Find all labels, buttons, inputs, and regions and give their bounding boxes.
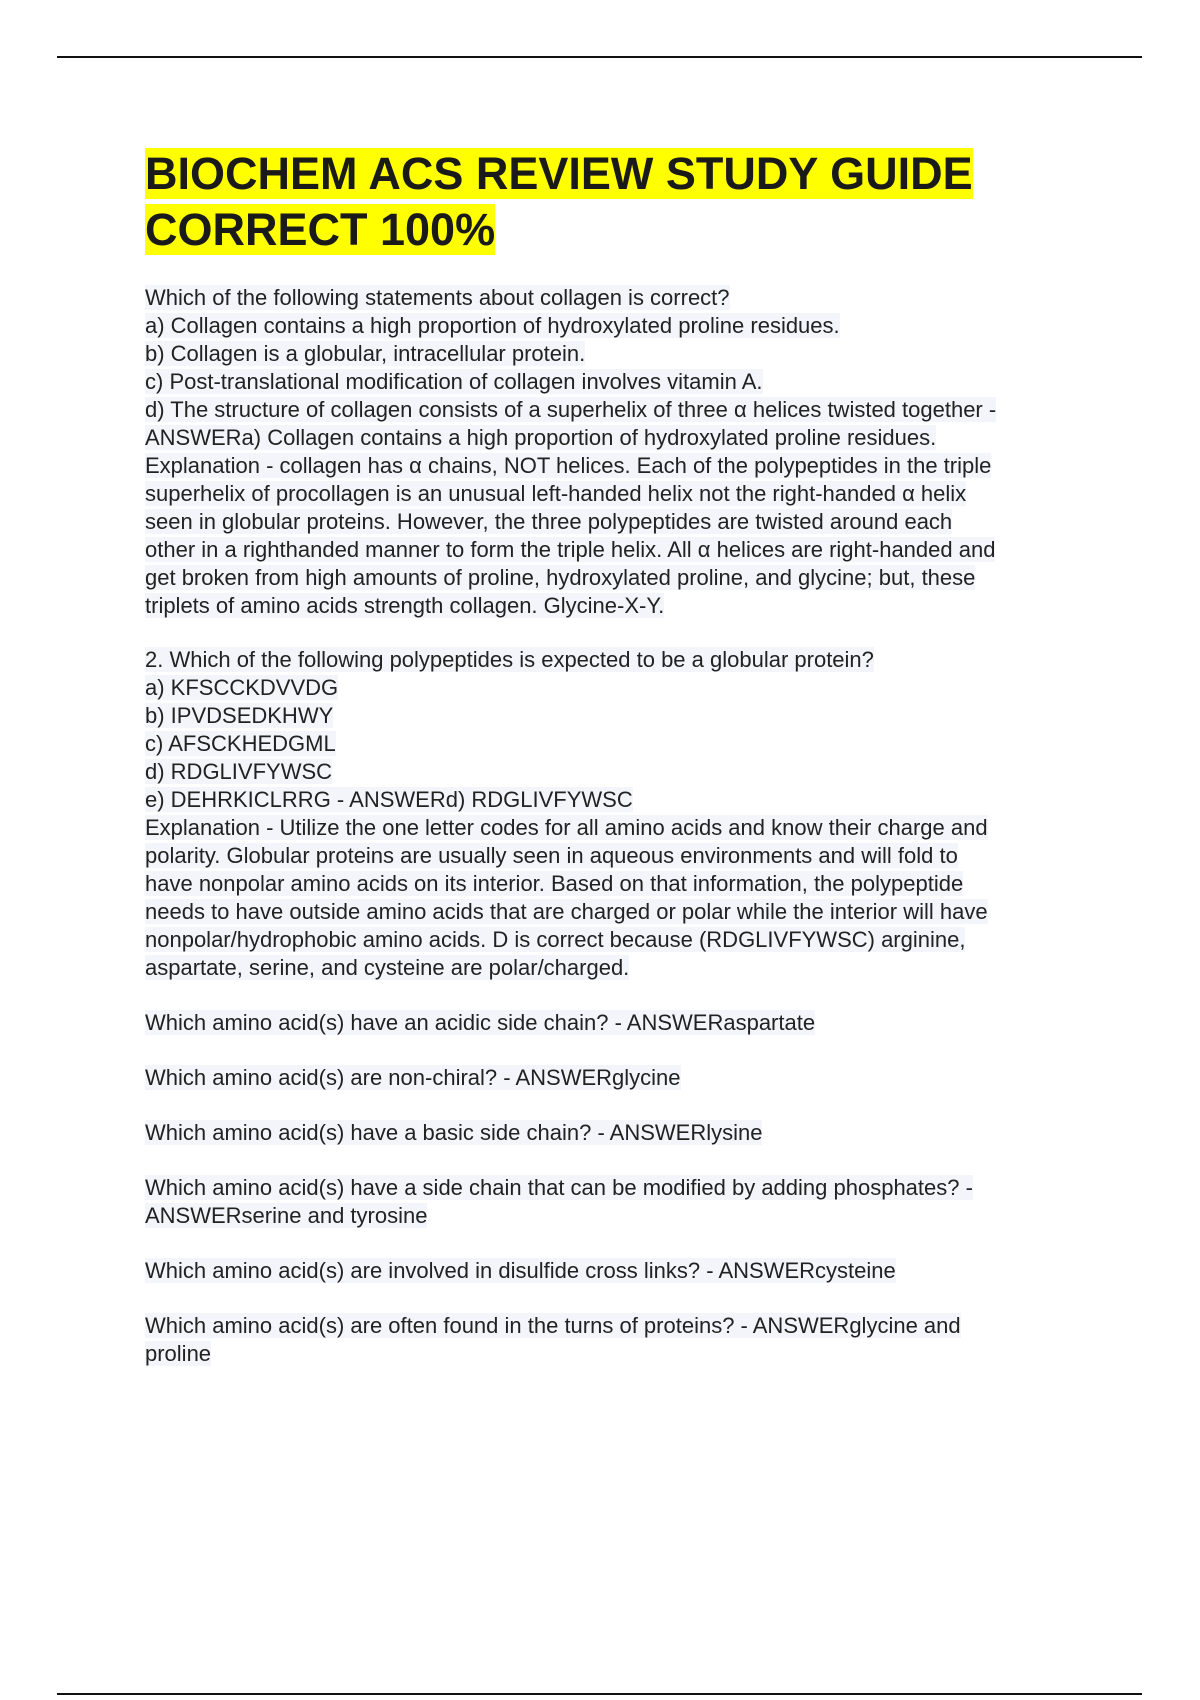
qa-line: proline — [145, 1341, 212, 1366]
question-non-chiral — [145, 1064, 1085, 1092]
qa-line: Which amino acid(s) are involved in disulfide cross links? - ANSWERcysteine — [145, 1258, 896, 1283]
title-line-1: BIOCHEM ACS REVIEW STUDY GUIDE — [145, 148, 973, 199]
q1-line: Which of the following statements about collagen is correct? — [145, 285, 730, 310]
q2-line: a) KFSCCKDVVDG — [145, 675, 339, 700]
question-phosphorylation — [145, 1174, 1085, 1230]
q2-line: e) DEHRKICLRRG - ANSWERd) RDGLIVFYWSC — [145, 787, 633, 812]
q1-line: other in a righthanded manner to form the triple helix. All α helices are right-handed and — [145, 537, 996, 562]
q2-line: 2. Which of the following polypeptides is expected to be a globular protein? — [145, 647, 874, 672]
qa-line: ANSWERserine and tyrosine — [145, 1203, 428, 1228]
q2-line: aspartate, serine, and cysteine are polar/charged. — [145, 955, 630, 980]
q1-line: a) Collagen contains a high proportion of hydroxylated proline residues. — [145, 313, 840, 338]
qa-line: Which amino acid(s) are often found in the turns of proteins? - ANSWERglycine and — [145, 1313, 961, 1338]
q2-line: nonpolar/hydrophobic amino acids. D is correct because (RDGLIVFYWSC) arginine, — [145, 927, 966, 952]
q2-line: d) RDGLIVFYWSC — [145, 759, 333, 784]
qa-line: Which amino acid(s) have a basic side chain? - ANSWERlysine — [145, 1120, 763, 1145]
q2-line: polarity. Globular proteins are usually seen in aqueous environments and will fold to — [145, 843, 958, 868]
q1-line: d) The structure of collagen consists of a superhelix of three α helices twisted together - — [145, 397, 997, 422]
question-protein-turns — [145, 1312, 1085, 1368]
q1-line: superhelix of procollagen is an unusual left-handed helix not the right-handed α helix — [145, 481, 967, 506]
question-basic-side-chain — [145, 1119, 1085, 1147]
q2-line: c) AFSCKHEDGML — [145, 731, 336, 756]
document-title — [145, 146, 1085, 258]
footer-rule — [57, 1693, 1142, 1695]
q1-line: triplets of amino acids strength collagen. Glycine-X-Y. — [145, 593, 665, 618]
q2-line: b) IPVDSEDKHWY — [145, 703, 334, 728]
title-line-2: CORRECT 100% — [145, 204, 496, 255]
q1-line: Explanation - collagen has α chains, NOT helices. Each of the polypeptides in the triple — [145, 453, 992, 478]
document-body — [145, 146, 1085, 1390]
header-rule — [57, 56, 1142, 58]
q2-line: needs to have outside amino acids that are charged or polar while the interior will have — [145, 899, 988, 924]
q1-line: c) Post-translational modification of collagen involves vitamin A. — [145, 369, 763, 394]
qa-line: Which amino acid(s) have an acidic side chain? - ANSWERaspartate — [145, 1010, 816, 1035]
q2-line: Explanation - Utilize the one letter codes for all amino acids and know their charge and — [145, 815, 988, 840]
question-disulfide — [145, 1257, 1085, 1285]
q1-line: ANSWERa) Collagen contains a high proportion of hydroxylated proline residues. — [145, 425, 937, 450]
qa-line: Which amino acid(s) are non-chiral? - ANSWERglycine — [145, 1065, 681, 1090]
q1-line: seen in globular proteins. However, the three polypeptides are twisted around each — [145, 509, 953, 534]
question-collagen — [145, 284, 1085, 620]
q1-line: get broken from high amounts of proline, hydroxylated proline, and glycine; but, these — [145, 565, 976, 590]
qa-line: Which amino acid(s) have a side chain that can be modified by adding phosphates? - — [145, 1175, 973, 1200]
q1-line: b) Collagen is a globular, intracellular protein. — [145, 341, 586, 366]
question-globular-protein — [145, 646, 1085, 982]
question-acidic-side-chain — [145, 1009, 1085, 1037]
q2-line: have nonpolar amino acids on its interior. Based on that information, the polypeptide — [145, 871, 964, 896]
